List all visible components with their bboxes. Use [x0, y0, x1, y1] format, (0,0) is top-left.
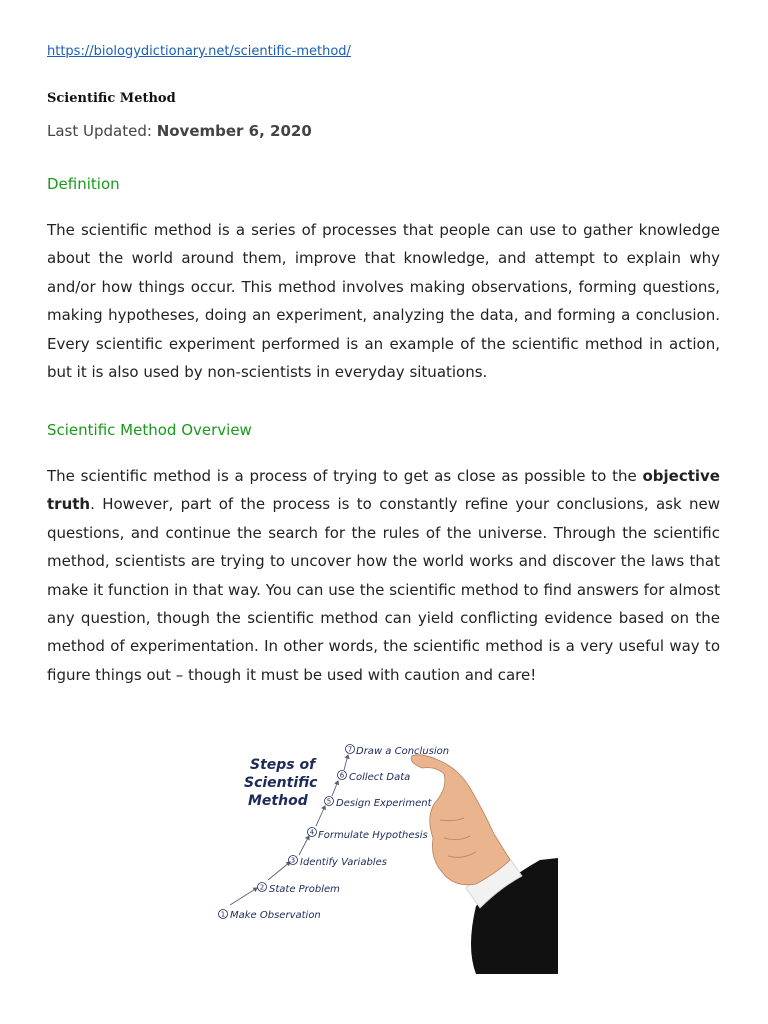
step-1-label: Make Observation — [230, 910, 321, 921]
document-title: Scientific Method — [47, 91, 176, 106]
step-5 — [325, 797, 433, 810]
overview-text-end: . However, part of the process is to constantly refine your conclusions, ask new questions, and continue the search for the rules of the universe. Through the scientific method, scientists are trying to uncover how the world works and discover the laws that make it function in that way. You can use the scientific method to find answers for almost any question, though the scientific method can yield conflicting evidence based on the method of experimentation. In other words, the scientific method is a very useful way to figure things out – though it must be used with caution and care! — [47, 495, 720, 684]
last-updated-date: November 6, 2020 — [156, 122, 312, 140]
figure-title-line-1: Steps of — [250, 757, 316, 773]
step-7 — [346, 745, 450, 758]
definition-paragraph: The scientific method is a series of processes that people can use to gather knowledge about the world around them, improve that knowledge, and attempt to explain why and/or how things occur. This method involves making observations, forming questions, making hypotheses, doing an experiment, analyzing the data, and forming a conclusion. Every scientific experiment performed is an example of the scientific method in action, but it is also used by non-scientists in everyday situations. — [47, 221, 720, 382]
figure-title-line-3: Method — [248, 793, 308, 809]
last-updated-label: Last Updated: — [47, 122, 152, 140]
steps-diagram — [208, 738, 558, 974]
figure-title-line-2: Scientific — [244, 775, 318, 791]
step-6 — [338, 771, 411, 784]
step-1 — [219, 910, 321, 922]
overview-text-start: The scientific method is a process of trying to get as close as possible to the — [47, 467, 637, 485]
section-heading-definition: Definition — [47, 175, 120, 193]
step-4-label: Formulate Hypothesis — [318, 830, 428, 841]
step-7-label: Draw a Conclusion — [356, 746, 450, 757]
source-link[interactable]: https://biologydictionary.net/scientific-method/ — [47, 44, 351, 59]
overview-paragraph — [47, 462, 720, 689]
step-5-label: Design Experiment — [336, 798, 432, 809]
step-4 — [308, 828, 428, 842]
step-2-number: 2 — [259, 883, 265, 892]
step-7-number: 7 — [347, 745, 353, 754]
step-1-number: 1 — [220, 910, 226, 919]
objective-truth-term: objective truth — [47, 467, 720, 514]
step-6-label: Collect Data — [349, 772, 411, 783]
step-6-number: 6 — [339, 771, 345, 780]
step-4-number: 4 — [309, 828, 315, 837]
step-5-number: 5 — [326, 797, 332, 806]
step-2 — [258, 883, 341, 896]
step-3-label: Identify Variables — [300, 857, 387, 868]
scientific-method-figure — [208, 738, 558, 974]
step-3 — [289, 856, 387, 869]
step-3-number: 3 — [290, 856, 296, 865]
section-heading-overview: Scientific Method Overview — [47, 421, 252, 439]
last-updated — [47, 122, 312, 140]
step-2-label: State Problem — [269, 884, 340, 895]
